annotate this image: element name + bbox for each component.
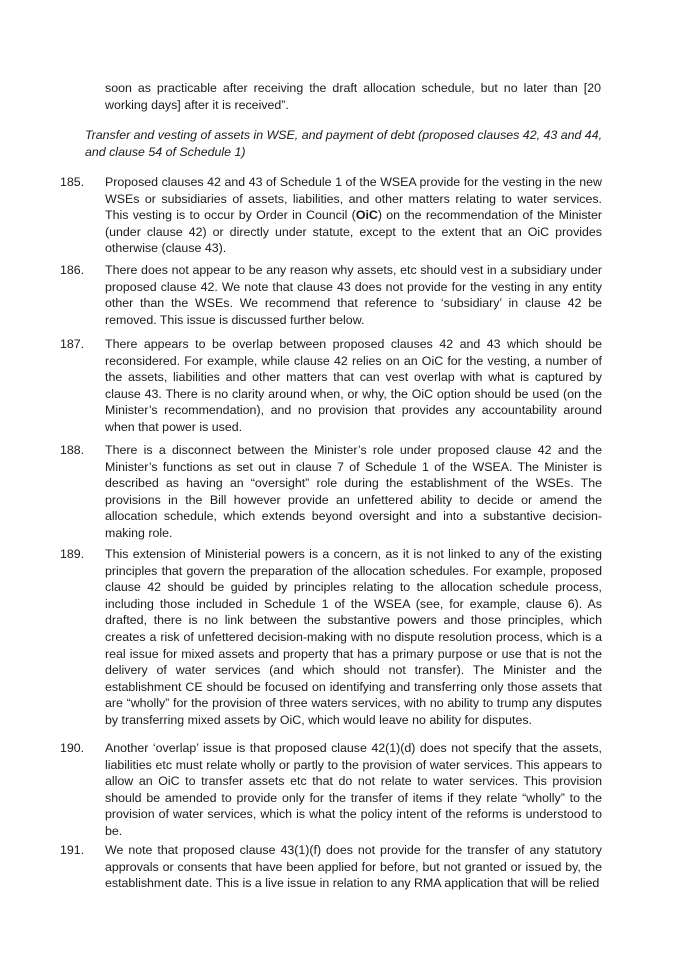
paragraph-number: 191.	[60, 843, 85, 857]
paragraph-186	[60, 262, 605, 328]
defined-term: OiC	[355, 208, 378, 223]
paragraph-text: This extension of Ministerial powers is a concern, as it is not linked to any of the existing principles that govern the preparation of the allocation schedules. For example, proposed clause 42 should be guided by principles relating to the allocation schedule process, including those included in Schedule 1 of the WSEA (see, for example, clause 6). As drafted, there is no link between the substantive powers and those principles, which creates a risk of unfettered decision-making with no dispute resolution process, which is a real issue for mixed assets and property that has a primary purpose or use that is not the delivery of water services (and which should not transfer). The Minister and the establishment CE should be focused on identifying and transferring only those assets that are “wholly” for the provision of three waters services, with no ability to trump any disputes by transferring mixed assets by OiC, which would leave no ability for disputes.	[105, 547, 602, 727]
paragraph-190	[60, 740, 605, 840]
paragraph-number: 187.	[60, 337, 85, 351]
paragraph-185	[60, 174, 605, 257]
paragraph-text: Another ‘overlap’ issue is that proposed clause 42(1)(d) does not specify that the assets, liabilities etc must relate wholly or partly to the provision of water services. This appears to allow an OiC to transfer assets etc that do not relate to water services. This provision should be amended to provide only for the transfer of items if they relate “wholly” to the provision of water services, which is what the policy intent of the reforms is understood to be.	[105, 741, 602, 838]
paragraph-187	[60, 336, 605, 436]
paragraph-number: 185.	[60, 175, 85, 189]
section-heading: Transfer and vesting of assets in WSE, and payment of debt (proposed clauses 42, 43 and 44, and clause 54 of Schedule 1)	[85, 128, 603, 159]
paragraph-text: We note that proposed clause 43(1)(f) does not provide for the transfer of any statutory approvals or consents that have been applied for before, but not granted or issued by, the establishment date. This is a live issue in relation to any RMA application that will be relied	[105, 843, 602, 891]
paragraph-text: There does not appear to be any reason why assets, etc should vest in a subsidiary under proposed clause 42. We note that clause 43 does not provide for the vesting in any entity other than the WSEs. We recommend that reference to ‘subsidiary’ in clause 42 be removed. This issue is discussed further below.	[105, 263, 602, 327]
paragraph-189	[60, 546, 605, 729]
paragraph-191	[60, 842, 605, 892]
continuation-text: soon as practicable after receiving the draft allocation schedule, but no later than [20 working days] after it is received”.	[105, 81, 601, 112]
paragraph-text: There is a disconnect between the Minister’s role under proposed clause 42 and the Minister’s functions as set out in clause 7 of Schedule 1 of the WSEA. The Minister is described as having an “oversight” role during the establishment of the WSEs. The provisions in the Bill however provide an unfettered ability to decide or amend the allocation schedule, which extends beyond oversight and into a substantive decision-making role.	[105, 443, 602, 540]
paragraph-number: 190.	[60, 741, 85, 755]
paragraph-text: Proposed clauses 42 and 43 of Schedule 1 of the WSEA provide for the vesting in the new WSEs or subsidiaries of assets, liabilities, and other matters relating to water services. This vesting is to occur by Order in Council (OiC) on the recommendation of the Minister (under clause 42) or directly under statute, except to the extent that an OiC provides otherwise (clause 43).	[105, 175, 602, 256]
paragraph-number: 189.	[60, 547, 85, 561]
paragraph-number: 186.	[60, 263, 85, 277]
paragraph-number: 188.	[60, 443, 85, 457]
paragraph-188	[60, 442, 605, 542]
paragraph-text: There appears to be overlap between proposed clauses 42 and 43 which should be reconsidered. For example, while clause 42 relies on an OiC for the vesting, a number of the assets, liabilities and other matters that can vest overlap with what is captured by clause 43. There is no clarity around when, or why, the OiC option should be used (on the Minister’s recommendation), and no provision that provides any accountability around when that power is used.	[105, 337, 602, 434]
